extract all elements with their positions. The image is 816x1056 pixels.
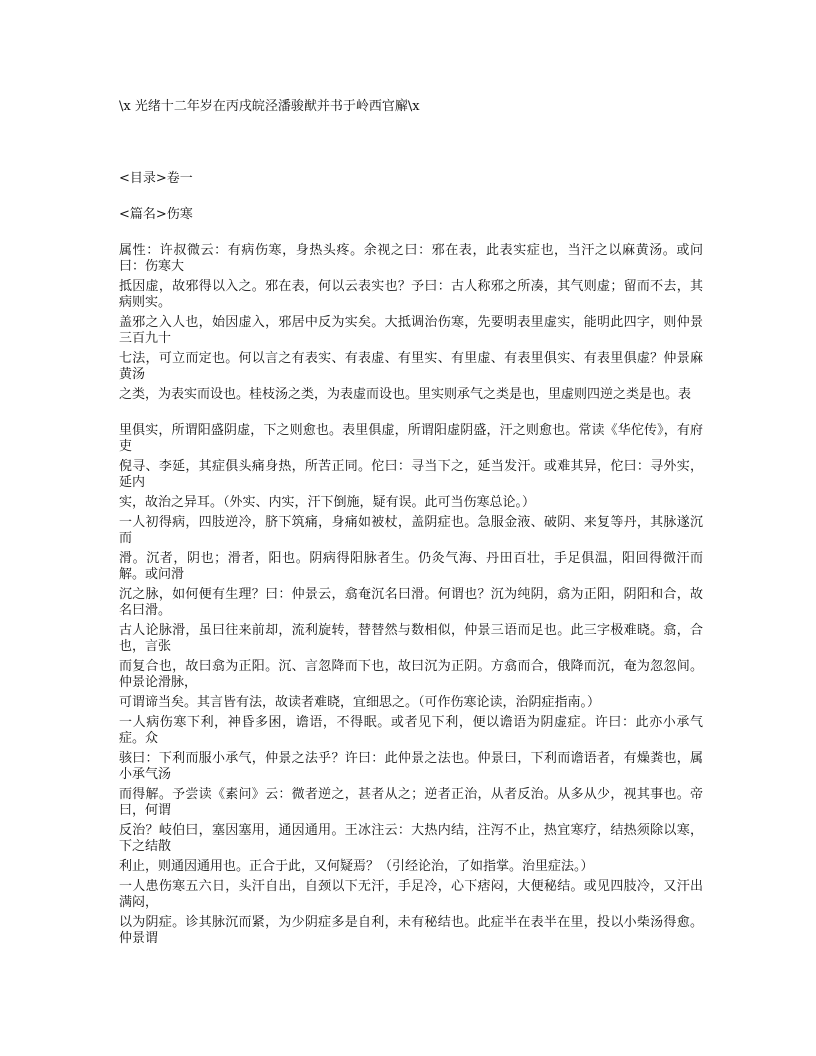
text-line: 属性：许叔微云：有病伤寒，身热头疼。余视之曰：邪在表，此表实症也，当汗之以麻黄汤。或问曰：伤寒大 — [119, 243, 703, 274]
text-line: 而复合也，故曰翕为正阳。沉、言忽降而下也，故曰沉为正阴。方翕而合，俄降而沉，奄为忽忽间。仲景论滑脉， — [119, 659, 703, 690]
colophon-line: \x 光绪十二年岁在丙戌皖泾潘骏猷并书于岭西官廨\x — [119, 99, 420, 114]
text-line: 而得解。予尝读《素问》云：微者逆之，甚者从之；逆者正治，从者反治。从多从少，视其事也。帝曰，何谓 — [119, 787, 703, 818]
toc-heading: <目录>卷一 — [119, 171, 193, 186]
text-line: 之类，为表实而设也。桂枝汤之类，为表虚而设也。里实则承气之类是也，里虚则四逆之类是也。表 — [119, 387, 692, 402]
text-line: 反治？岐伯曰，塞因塞用，通因通用。王冰注云：大热内结，注泻不止，热宜寒疗，结热须除以寒，下之结散 — [119, 823, 703, 854]
text-line: 沉之脉，如何便有生理？曰：仲景云，翕奄沉名曰滑。何谓也？沉为纯阴，翕为正阳，阴阳和合，故名曰滑。 — [119, 587, 703, 618]
text-line: 利止，则通因通用也。正合于此，又何疑焉？（引经论治，了如指掌。治里症法。） — [119, 859, 594, 874]
text-line: 可谓谛当矣。其言皆有法，故读者难晓，宜细思之。（可作伤寒论读，治阴症指南。） — [119, 695, 601, 710]
text-line: 一人初得病，四肢逆冷，脐下筑痛，身痛如被杖，盖阴症也。急服金液、破阴、来复等丹，其脉遂沉而 — [119, 515, 703, 546]
text-line: 古人论脉滑，虽曰往来前却，流利旋转，替替然与数相似，仲景三语而足也。此三字极难晓。翕，合也，言张 — [119, 623, 703, 654]
text-line: 抵因虚，故邪得以入之。邪在表，何以云表实也？予曰：古人称邪之所凑，其气则虚；留而不去，其病则实。 — [119, 279, 703, 310]
text-line: 一人病伤寒下利，神昏多困，谵语，不得眠。或者见下利，便以谵语为阴虚症。许曰：此亦小承气症。众 — [119, 715, 703, 746]
text-line: 以为阴症。诊其脉沉而紧，为少阴症多是自利，未有秘结也。此症半在表半在里，投以小柴汤得愈。仲景谓 — [119, 915, 703, 946]
text-line: 七法，可立而定也。何以言之有表实、有表虚、有里实、有里虚、有表里俱实、有表里俱虚？仲景麻黄汤 — [119, 351, 703, 382]
text-line: 实，故治之异耳。（外实、内实，汗下倒施，疑有误。此可当伤寒总论。） — [119, 495, 536, 510]
chapter-heading: <篇名>伤寒 — [119, 207, 193, 222]
text-line: 盖邪之入人也，始因虚入，邪居中反为实矣。大抵调治伤寒，先要明表里虚实，能明此四字，则仲景三百九十 — [119, 315, 703, 346]
text-line: 里俱实，所谓阳盛阴虚，下之则愈也。表里俱虚，所谓阳虚阴盛，汗之则愈也。常读《华佗传》，有府吏 — [119, 423, 703, 454]
text-line: 倪寻、李延，其症俱头痛身热，所苦正同。佗曰：寻当下之，延当发汗。或难其异，佗曰：寻外实，延内 — [119, 459, 703, 490]
text-line: 滑。沉者，阴也；滑者，阳也。阴病得阳脉者生。仍灸气海、丹田百壮，手足俱温，阳回得微汗而解。或问滑 — [119, 551, 703, 582]
text-line: 骇曰：下利而服小承气，仲景之法乎？许曰：此仲景之法也。仲景曰，下利而谵语者，有燥粪也，属小承气汤 — [119, 751, 703, 782]
text-line: 一人患伤寒五六日，头汗自出，自颈以下无汗，手足冷，心下痞闷，大便秘结。或见四肢冷，又汗出满闷， — [119, 879, 703, 910]
